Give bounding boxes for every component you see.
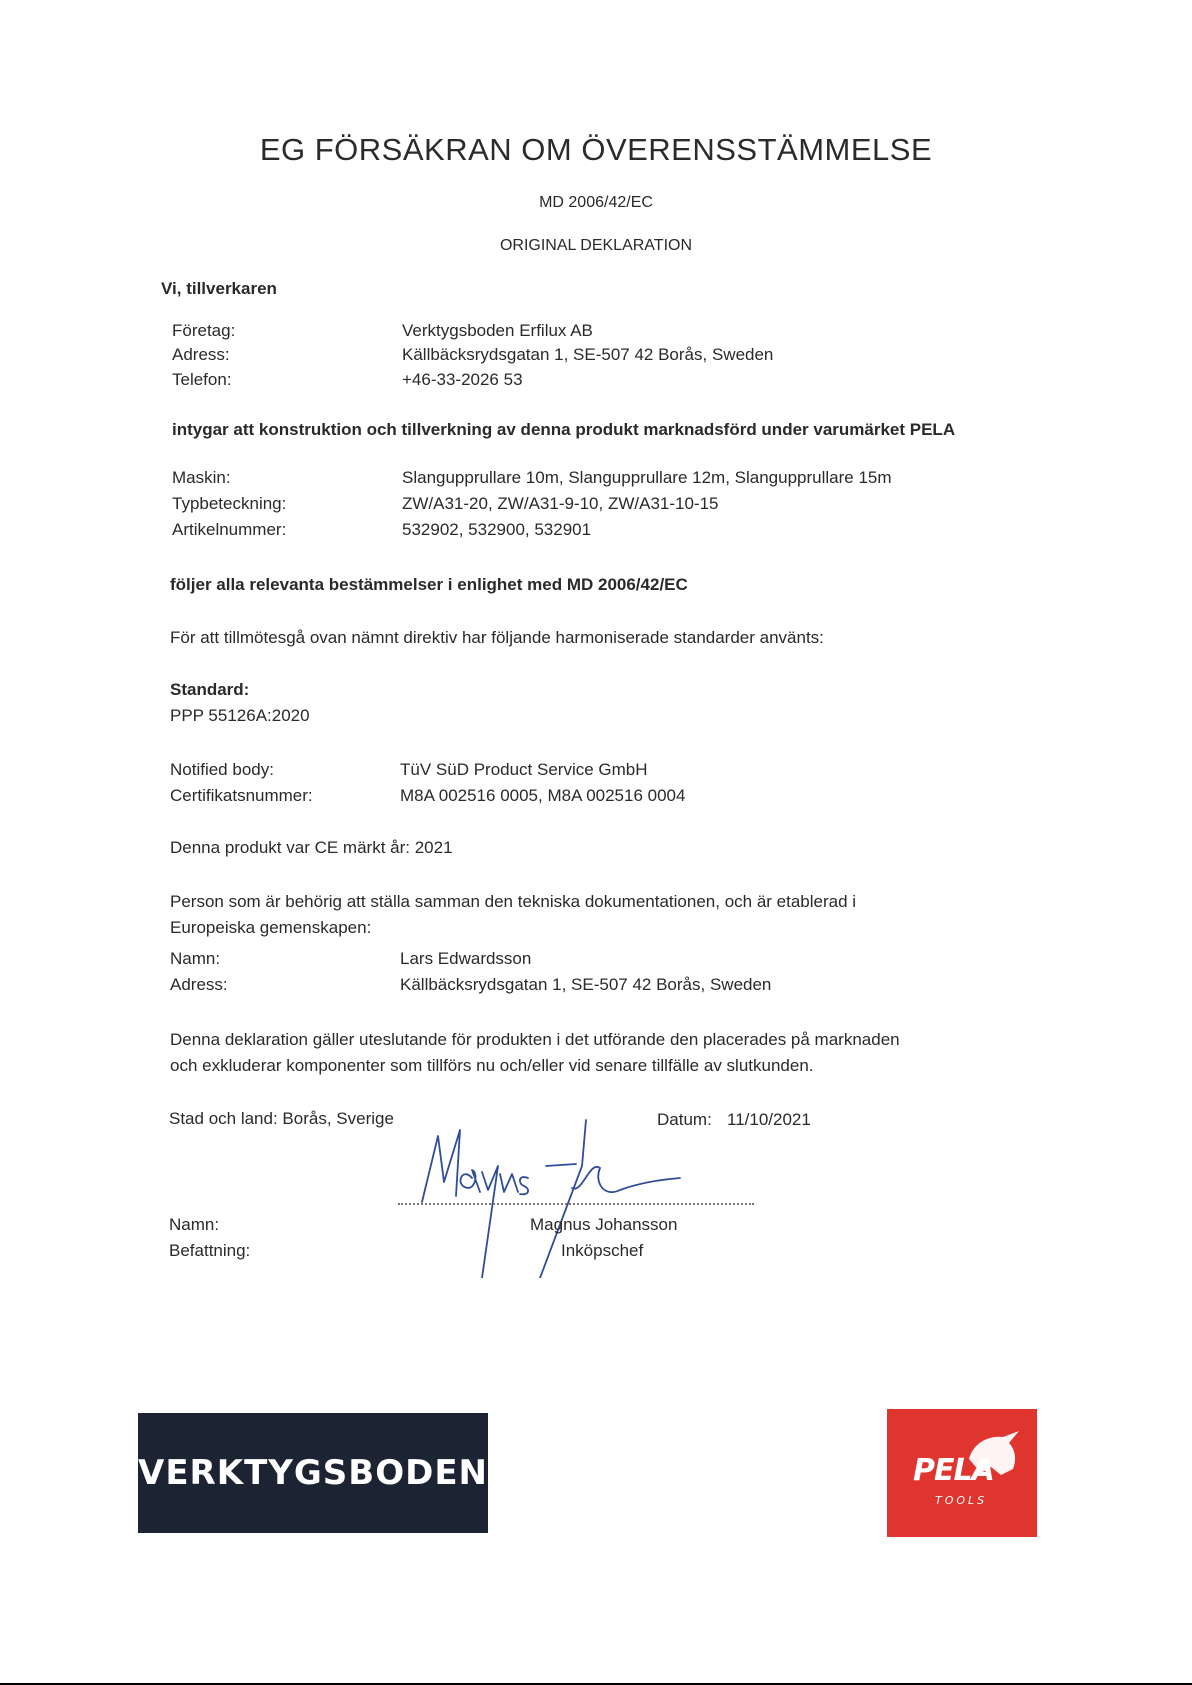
machine-label: Maskin: xyxy=(172,468,231,487)
standard-label: Standard: xyxy=(170,680,250,699)
company-value: Verktygsboden Erfilux AB xyxy=(402,321,593,340)
verktygsboden-logo-text: VERKTYGSBODEN xyxy=(138,1453,488,1493)
declaration-subtitle: ORIGINAL DEKLARATION xyxy=(499,237,693,254)
signer-name-value: Magnus Johansson xyxy=(530,1215,678,1234)
signature-line xyxy=(398,1203,754,1205)
directive-code: MD 2006/42/EC xyxy=(539,194,653,211)
manufacturer-heading: Vi, tillverkaren xyxy=(161,279,277,298)
harmonised-text: För att tillmötesgå ovan nämnt direktiv har följande harmoniserade standarder använts: xyxy=(170,628,824,647)
article-label: Artikelnummer: xyxy=(172,520,287,539)
responsible-name-label: Namn: xyxy=(170,949,221,968)
notified-body-label: Notified body: xyxy=(170,760,274,779)
responsible-address-value: Källbäcksrydsgatan 1, SE-507 42 Borås, Sweden xyxy=(400,975,772,994)
scope-line1: Denna deklaration gäller uteslutande för produkten i det utförande den placerades på marknaden xyxy=(170,1030,900,1049)
signer-position-label: Befattning: xyxy=(169,1241,251,1260)
place-text: Stad och land: Borås, Sverige xyxy=(169,1109,394,1128)
document-title: EG FÖRSÄKRAN OM ÖVERENSSTÄMMELSE xyxy=(259,132,933,167)
signer-position-value: Inköpschef xyxy=(561,1241,644,1260)
certificate-label: Certifikatsnummer: xyxy=(170,786,313,805)
standard-value: PPP 55126A:2020 xyxy=(170,706,310,725)
scope-line2: och exkluderar komponenter som tillförs nu och/eller vid senare tillfälle av slutkunden. xyxy=(170,1056,814,1075)
machine-value: Slangupprullare 10m, Slangupprullare 12m, Slangupprullare 15m xyxy=(402,468,892,487)
compliance-statement: följer alla relevanta bestämmelser i enlighet med MD 2006/42/EC xyxy=(170,575,688,594)
phone-value: +46-33-2026 53 xyxy=(402,370,523,389)
ce-marking-text: Denna produkt var CE märkt år: 2021 xyxy=(170,838,453,857)
date-value: 11/10/2021 xyxy=(727,1110,811,1129)
certificate-value: M8A 002516 0005, M8A 002516 0004 xyxy=(400,786,686,805)
verktygsboden-logo xyxy=(138,1413,488,1533)
phone-label: Telefon: xyxy=(172,370,232,389)
type-label: Typbeteckning: xyxy=(172,494,287,513)
trademark-statement: intygar att konstruktion och tillverkning av denna produkt marknadsförd under varumärket PELA xyxy=(172,420,956,439)
responsible-name-value: Lars Edwardsson xyxy=(400,949,532,968)
address-value: Källbäcksrydsgatan 1, SE-507 42 Borås, Sweden xyxy=(402,345,774,364)
pela-logo-tools: TOOLS xyxy=(935,1494,988,1507)
date-label: Datum: xyxy=(657,1110,712,1129)
signer-name-label: Namn: xyxy=(169,1215,220,1234)
responsible-address-label: Adress: xyxy=(170,975,228,994)
pela-tools-logo xyxy=(887,1409,1037,1537)
responsible-text-line2: Europeiska gemenskapen: xyxy=(170,918,372,937)
notified-body-value: TüV SüD Product Service GmbH xyxy=(400,760,648,779)
type-value: ZW/A31-20, ZW/A31-9-10, ZW/A31-10-15 xyxy=(402,494,719,513)
company-label: Företag: xyxy=(172,321,236,340)
article-value: 532902, 532900, 532901 xyxy=(402,520,592,539)
address-label: Adress: xyxy=(172,345,230,364)
pela-logo-word: PELA xyxy=(913,1453,994,1488)
responsible-text-line1: Person som är behörig att ställa samman den tekniska dokumentationen, och är etablerad i xyxy=(170,892,857,911)
handwritten-signature xyxy=(400,1108,700,1278)
